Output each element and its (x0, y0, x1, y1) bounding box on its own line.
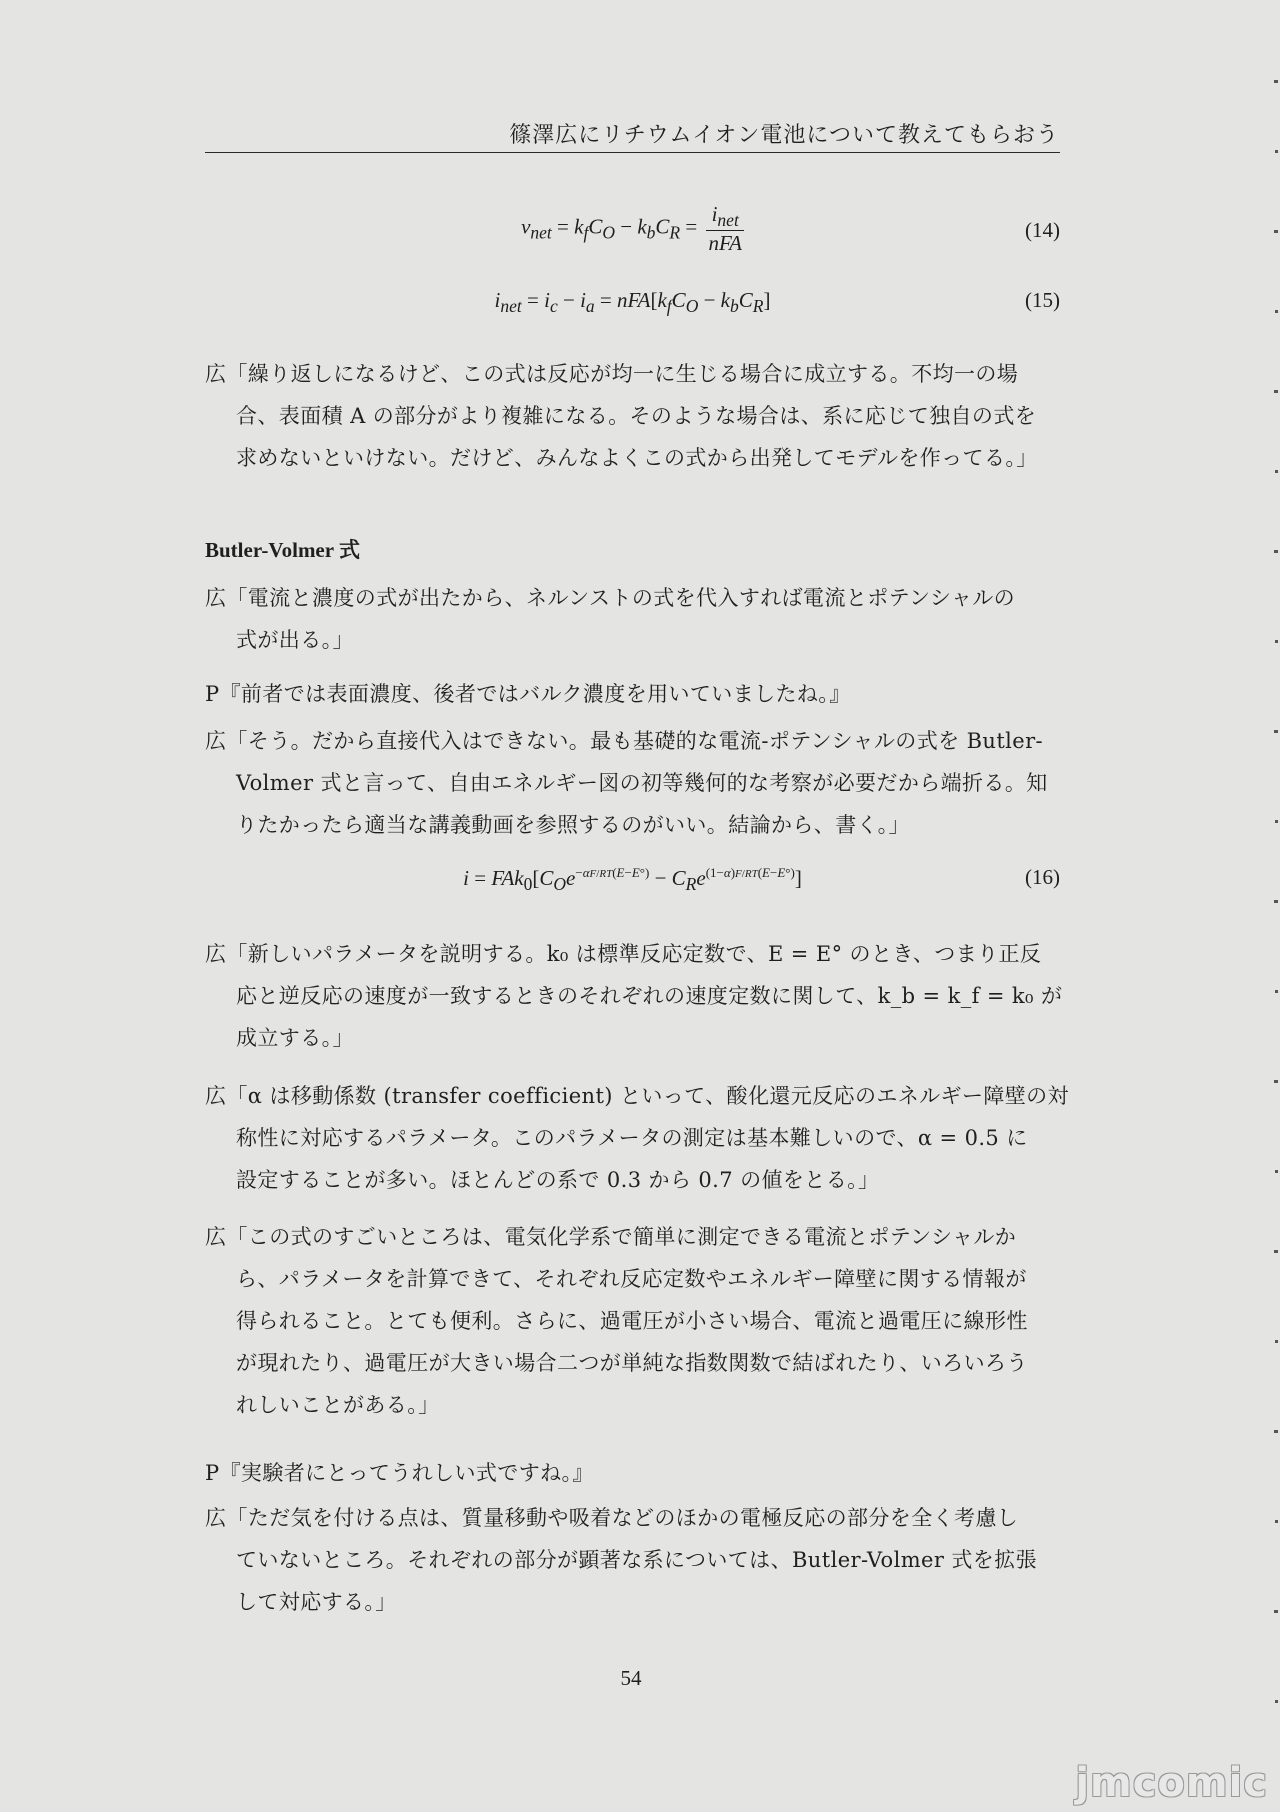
equation-14 (205, 200, 1060, 260)
section-heading: Butler-Volmer 式 (205, 538, 360, 562)
text-line: ていないところ。それぞれの部分が顕著な系については、Butler-Volmer 式を拡張 (236, 1548, 1037, 1572)
equation-16-body: $i = FAk_0[C_Oe^{-\alpha F/RT(E-E^\circ)} - C_Re^{(1-\alpha)F/RT(E-E^\circ)}]$ (463, 865, 802, 895)
equation-number: (14) (1025, 218, 1060, 242)
equation-15-body: $i_{net} = i_c - i_a = nFA[k_fC_O - k_bC_R]$ (494, 288, 771, 317)
page-number: 54 (620, 1666, 642, 1690)
text-line: P『実験者にとってうれしい式ですね。』 (205, 1461, 594, 1485)
text-line: 設定することが多い。ほとんどの系で 0.3 から 0.7 の値をとる。」 (236, 1168, 880, 1192)
text-line: して対応する。」 (236, 1590, 397, 1614)
text-line: 広「繰り返しになるけど、この式は反応が均一に生じる場合に成立する。不均一の場 (205, 362, 1019, 386)
text-line: 広「電流と濃度の式が出たから、ネルンストの式を代入すれば電流とポテンシャルの (205, 586, 1016, 610)
equation-number: (15) (1025, 288, 1060, 312)
text-line: P『前者では表面濃度、後者ではバルク濃度を用いていましたね。』 (205, 682, 851, 706)
text-line: 広「新しいパラメータを説明する。k₀ は標準反応定数で、E = E° のとき、つまり正反 (205, 942, 1042, 966)
text-line: 応と逆反応の速度が一致するときのそれぞれの速度定数に関して、k_b = k_f = k₀ が (236, 984, 1063, 1008)
text-line: 広「ただ気を付ける点は、質量移動や吸着などのほかの電極反応の部分を全く考慮し (205, 1506, 1019, 1530)
text-line: が現れたり、過電圧が大きい場合二つが単純な指数関数で結ばれたり、いろいろう (236, 1351, 1028, 1375)
text-line: 成立する。」 (236, 1026, 354, 1050)
equation-14-body: $v_{net} = k_fC_O - k_bC_R$ = $\frac{i_{net}}{\text{nFA}}$ (521, 202, 742, 256)
header-rule (205, 152, 1060, 153)
text-line: りたかったら適当な講義動画を参照するのがいい。結論から、書く。」 (236, 813, 910, 837)
equation-number: (16) (1025, 865, 1060, 889)
text-line: 得られること。とても便利。さらに、過電圧が小さい場合、電流と過電圧に線形性 (236, 1309, 1028, 1333)
equation-15 (205, 288, 1060, 348)
equation-16 (205, 865, 1060, 925)
text-line: 広「α は移動係数 (transfer coefficient) といって、酸化還元反応のエネルギー障壁の対 (205, 1084, 1069, 1108)
text-line: ら、パラメータを計算できて、それぞれ反応定数やエネルギー障壁に関する情報が (236, 1267, 1027, 1291)
text-line: 称性に対応するパラメータ。このパラメータの測定は基本難しいので、α = 0.5 に (236, 1126, 1028, 1150)
text-line: 広「この式のすごいところは、電気化学系で簡単に測定できる電流とポテンシャルか (205, 1225, 1017, 1249)
text-line: れしいことがある。」 (236, 1393, 440, 1417)
scan-edge-marks (1262, 0, 1280, 1812)
text-line: 求めないといけない。だけど、みんなよくこの式から出発してモデルを作ってる。」 (236, 446, 1038, 470)
text-line: Volmer 式と言って、自由エネルギー図の初等幾何的な考察が必要だから端折る。知 (236, 771, 1048, 795)
running-header-title: 篠澤広にリチウムイオン電池について教えてもらおう (509, 123, 1059, 148)
text-line: 広「そう。だから直接代入はできない。最も基礎的な電流-ポテンシャルの式を Butler- (205, 729, 1044, 753)
text-line: 合、表面積 A の部分がより複雑になる。そのような場合は、系に応じて独自の式を (236, 404, 1037, 428)
watermark-logo: jmcomic (1075, 1760, 1268, 1806)
text-line: 式が出る。」 (236, 628, 354, 652)
